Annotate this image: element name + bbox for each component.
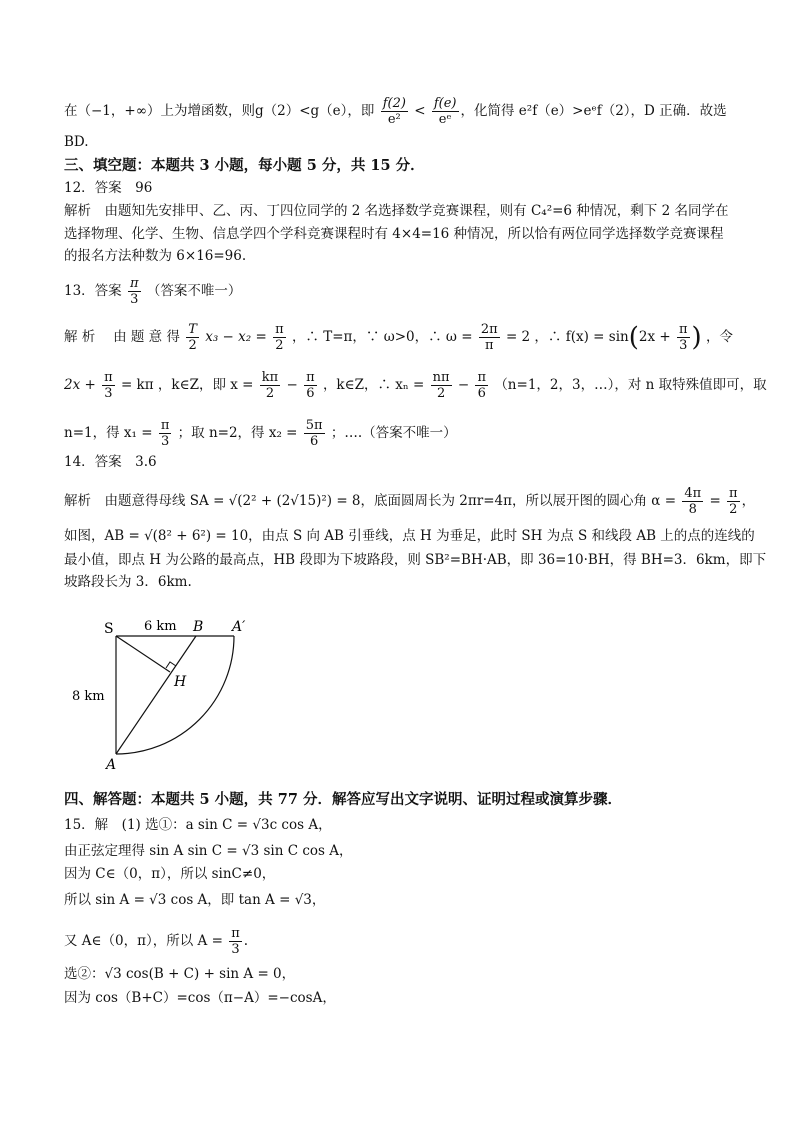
paren: ( [628, 322, 639, 353]
fraction [432, 96, 459, 127]
q12-line-2: 选择物理、化学、生物、信息学四个学科竞赛课程时有 4×4=16 种情况，所以恰有两位同学选择数学竞赛课程 [64, 226, 724, 242]
frac-den: 2 [188, 338, 197, 353]
q15-line-6: 选②：√3 cos(B + C) + sin A = 0， [64, 966, 296, 982]
frac-den: 3 [130, 292, 139, 307]
fraction [159, 418, 172, 449]
q15-line-7: 因为 cos（B+C）=cos（π−A）=−cosA， [64, 990, 336, 1006]
frac-num: π [231, 926, 240, 941]
fraction [260, 370, 280, 401]
frac-den: eᵉ [438, 112, 452, 127]
fraction [304, 418, 325, 449]
frac-num: nπ [432, 370, 450, 385]
text: ；….（答案不唯一） [330, 425, 457, 441]
text: − [457, 377, 470, 393]
q12-answer: 12．答案 96 [64, 180, 153, 196]
fraction [479, 322, 500, 353]
frac-num: kπ [261, 370, 279, 385]
text: − [286, 377, 298, 393]
q13-line-3 [64, 418, 457, 449]
fraction [128, 276, 141, 307]
q12-line-1: 解析 由题知先安排甲、乙、丙、丁四位同学的 2 名选择数学竞赛课程，则有 C₄²=6 种情况，剩下 2 名同学在 [64, 203, 729, 219]
label-H: H [174, 674, 187, 690]
text: ，∴ T=π，∵ ω>0，∴ ω = [291, 329, 473, 345]
text: n=1，得 x₁ = [64, 425, 153, 441]
text: 13．答案 [64, 283, 122, 299]
fraction [682, 486, 703, 517]
q15-line-3: 因为 C∈（0，π），所以 sinC≠0， [64, 866, 276, 882]
fraction [727, 486, 740, 517]
cone-development-figure [66, 612, 256, 772]
frac-num: 5π [305, 418, 323, 433]
fraction [273, 322, 286, 353]
frac-num: π [306, 370, 315, 385]
q13-line-1 [64, 322, 733, 353]
frac-den: 8 [688, 502, 697, 517]
frac-den: e² [387, 112, 401, 127]
label-B: B [193, 619, 204, 635]
frac-den: π [484, 338, 494, 353]
text: ，化简得 e²f（e）>eᵉf（2），D 正确．故选 [460, 103, 727, 119]
fraction [381, 96, 408, 127]
frac-den: 2 [265, 386, 275, 401]
p11-line-1 [64, 96, 727, 127]
fraction [102, 370, 115, 401]
frac-den: 6 [306, 386, 315, 401]
frac-num: π [160, 418, 170, 433]
frac-num: π [678, 322, 688, 337]
q14-line-4: 坡路段长为 3．6km. [64, 574, 192, 590]
text: 解析 由题意得母线 SA = √(2² + (2√15)²) = 8，底面圆周长为 2πr=4π，所以展开图的圆心角 α = [64, 493, 677, 509]
label-A: A [106, 757, 117, 772]
q15-line-4: 所以 sin A = √3 cos A，即 tan A = √3， [64, 892, 326, 908]
frac-den: 3 [679, 338, 688, 353]
segment-SH [116, 636, 170, 672]
q14-answer: 14．答案 3.6 [64, 454, 157, 470]
text: ，k∈Z，∴ xₙ = [322, 377, 425, 393]
frac-den: 2 [729, 502, 738, 517]
arc-AA1 [116, 636, 234, 754]
frac-num: π [129, 276, 139, 291]
fraction [677, 322, 690, 353]
frac-den: 2 [275, 338, 284, 353]
frac-num: 2π [480, 322, 498, 337]
text: g（2）<g（e），即 [254, 103, 375, 119]
frac-den: 6 [310, 434, 319, 449]
text: = kπ ，k∈Z，即 x = [120, 377, 254, 393]
text: 又 A∈（0，π），所以 A = [64, 933, 223, 949]
q14-line-3: 最小值，即点 H 为公路的最高点，HB 段即为下坡路段，则 SB²=BH·AB，即 36=10·BH，得 BH=3．6km，即下 [64, 552, 767, 568]
q15-line-2: 由正弦定理得 sin A sin C = √3 sin C cos A， [64, 843, 353, 859]
frac-num: T [188, 322, 197, 337]
text: 2x + [64, 377, 96, 393]
section-4-title: 四、解答题：本题共 5 小题，共 77 分．解答应写出文字说明、证明过程或演算步骤． [64, 791, 622, 808]
frac-num: 4π [684, 486, 702, 501]
frac-num: f(e) [433, 96, 457, 111]
fraction [304, 370, 317, 401]
text: （n=1，2，3，…），对 n 取特殊值即可，取 [494, 377, 767, 393]
label-S: S [104, 621, 114, 637]
q13-answer [64, 276, 241, 307]
q14-line-1 [64, 486, 755, 517]
q14-line-2: 如图，AB = √(8² + 6²) = 10，由点 S 向 AB 引垂线，点 H 为垂足，此时 SH 为点 S 和线段 AB 上的点的连线的 [64, 528, 755, 544]
text: （答案不唯一） [146, 283, 242, 299]
frac-num: π [729, 486, 738, 501]
section-3-title: 三、填空题：本题共 3 小题，每小题 5 分，共 15 分． [64, 157, 425, 174]
frac-den: 3 [231, 942, 240, 957]
text: ；取 n=2，得 x₂ = [177, 425, 298, 441]
text: 2x + [638, 329, 671, 345]
label-6km: 6 km [144, 619, 177, 634]
text: = [709, 493, 721, 509]
frac-den: 3 [160, 434, 170, 449]
frac-num: π [104, 370, 113, 385]
fraction [186, 322, 199, 353]
q13-line-2 [64, 370, 767, 401]
fraction [229, 926, 242, 957]
frac-num: f(2) [382, 96, 406, 111]
paren: ) [691, 322, 702, 353]
q15-line-1: 15．解 (1) 选①：a sin C = √3c cos A， [64, 817, 332, 833]
q12-line-3: 的报名方法种数为 6×16=96. [64, 248, 247, 264]
text: x₃ − x₂ = [205, 329, 267, 345]
fraction [431, 370, 452, 401]
text: = 2 ，∴ f(x) = sin [505, 329, 629, 345]
segment-AB [116, 636, 196, 754]
text: ，令 [705, 329, 733, 345]
p11-line-2: BD. [64, 134, 89, 150]
frac-num: π [275, 322, 284, 337]
frac-den: 2 [436, 386, 446, 401]
label-A1: A′ [232, 619, 246, 635]
frac-den: 6 [477, 386, 486, 401]
text: < [414, 103, 426, 119]
frac-den: 3 [104, 386, 113, 401]
label-8km: 8 km [72, 689, 105, 704]
text: . [243, 933, 249, 949]
text: ， [741, 493, 756, 509]
q15-line-5 [64, 926, 248, 957]
text: 在（−1，+∞）上为增函数，则 [64, 103, 255, 119]
text: 解 析 由 题 意 得 [64, 329, 180, 345]
fraction [475, 370, 488, 401]
frac-num: π [477, 370, 487, 385]
